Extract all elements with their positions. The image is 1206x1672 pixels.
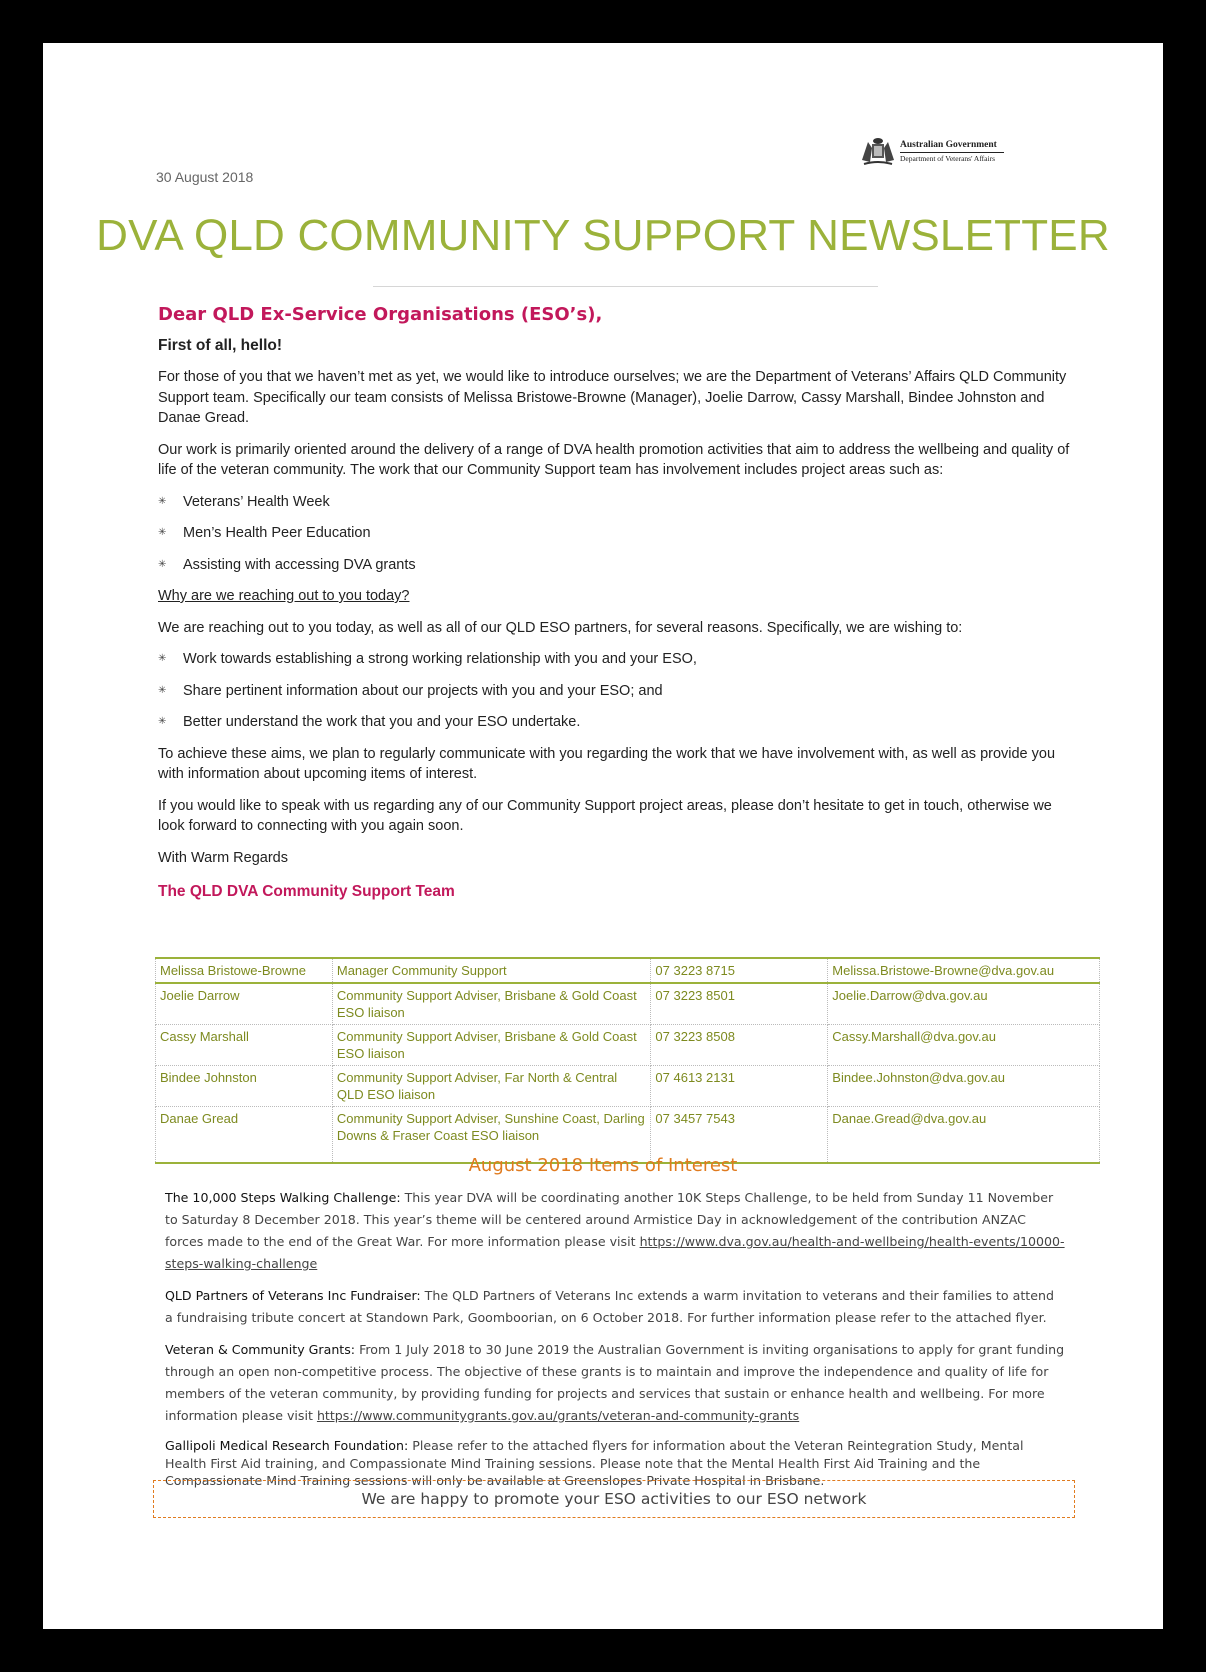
contact-name: Danae Gread <box>156 1106 333 1163</box>
contact-phone: 07 3223 8508 <box>651 1024 828 1065</box>
logo-line-1: Australian Government <box>900 140 997 150</box>
item-heading: Gallipoli Medical Research Foundation: <box>165 1438 409 1453</box>
item-heading: Veteran & Community Grants: <box>165 1342 356 1357</box>
interest-item <box>165 1187 1065 1275</box>
contact-phone: 07 3457 7543 <box>651 1106 828 1163</box>
steps-challenge-link[interactable]: https://www.dva.gov.au/health-and-wellbeing/health-events/10000-steps-walking-challenge <box>165 1234 1065 1271</box>
contact-phone: 07 3223 8501 <box>651 983 828 1025</box>
community-grants-link[interactable]: https://www.communitygrants.gov.au/grants/veteran-and-community-grants <box>316 1408 800 1423</box>
contact-role: Community Support Adviser, Brisbane & Gold Coast ESO liaison <box>332 983 651 1025</box>
newsletter-title: DVA QLD COMMUNITY SUPPORT NEWSLETTER <box>96 211 1110 260</box>
list-item: ✳ Share pertinent information about our projects with you and your ESO; and <box>158 681 1078 702</box>
bullet-icon: ✳ <box>158 527 167 538</box>
coat-of-arms-icon <box>858 136 898 168</box>
items-of-interest-heading: August 2018 Items of Interest <box>468 1155 738 1176</box>
reasons-intro: We are reaching out to you today, as well as all of our QLD ESO partners, for several reasons. Specifically, we are wishing to: <box>158 619 963 636</box>
contact-paragraph: If you would like to speak with us regarding any of our Community Support project areas, please don’t hesitate to get in touch, otherwise we look forward to connecting with you again soon. <box>158 797 1052 834</box>
contact-name: Melissa Bristowe-Browne <box>156 958 333 983</box>
interest-item <box>165 1285 1065 1329</box>
list-item: ✳ Assisting with accessing DVA grants <box>158 555 1078 576</box>
contacts-table <box>155 957 1100 1164</box>
contact-email[interactable]: Bindee.Johnston@dva.gov.au <box>828 1065 1100 1106</box>
bullet-icon: ✳ <box>158 684 167 696</box>
table-row <box>156 1065 1100 1106</box>
work-paragraph: Our work is primarily oriented around the delivery of a range of DVA health promotion activities that aim to address the wellbeing and quality of life of the veteran community. The work that our Community Support team has involvement includes project areas such as: <box>158 441 1070 478</box>
list-item: ✳ Work towards establishing a strong working relationship with you and your ESO, <box>158 649 1078 670</box>
item-text: From 1 July 2018 to 30 June 2019 the Australian Government is inviting organisations to apply for grant funding through an open non-competitive process. The objective of these grants is to maintain and improve the independence and quality of life for members of the veteran community, by providing funding for projects and services that sustain or enhance health and wellbeing. For more information please visit <box>165 1342 1065 1423</box>
contact-email[interactable]: Danae.Gread@dva.gov.au <box>828 1106 1100 1163</box>
list-item: ✳ Men’s Health Peer Education <box>158 523 1078 544</box>
bullet-icon: ✳ <box>158 653 167 664</box>
contact-email[interactable]: Melissa.Bristowe-Browne@dva.gov.au <box>828 958 1100 983</box>
item-text: This year DVA will be coordinating another 10K Steps Challenge, to be held from Sunday 11 November to Saturday 8 December 2018. This year’s theme will be centered around Armistice Day in acknowledgement of the contribution ANZAC forces made to the end of the Great War. For more information please visit <box>165 1190 1054 1249</box>
item-text: Please refer to the attached flyers for information about the Veteran Reintegration Study, Mental Health First Aid training, and Compassionate Mind Training sessions. Please note that the Mental Health First Aid Training and the Compassionate Mind Training sessions will only be available at Greenslopes Private Hospital in Brisbane. <box>165 1438 1024 1488</box>
signoff: With Warm Regards <box>158 849 288 866</box>
salutation: Dear QLD Ex-Service Organisations (ESO’s), <box>158 304 603 325</box>
team-signature: The QLD DVA Community Support Team <box>158 883 455 900</box>
newsletter-date: 30 August 2018 <box>156 169 254 185</box>
table-row <box>156 1024 1100 1065</box>
item-heading: The 10,000 Steps Walking Challenge: <box>165 1190 401 1205</box>
item-heading: QLD Partners of Veterans Inc Fundraiser: <box>165 1288 421 1303</box>
aims-paragraph: To achieve these aims, we plan to regularly communicate with you regarding the work that we have involvement with, as well as provide you with information about upcoming items of interest. <box>158 745 1056 782</box>
newsletter-page <box>43 43 1163 1629</box>
bullet-icon: ✳ <box>158 495 167 507</box>
reasons-list <box>158 649 1078 733</box>
item-text: The QLD Partners of Veterans Inc extends a warm invitation to veterans and their families to attend a fundraising tribute concert at Standown Park, Goomboorian, on 6 October 2018. For further information please refer to the attached flyer. <box>165 1288 1054 1325</box>
list-item: ✳ Better understand the work that you and your ESO undertake. <box>158 712 1078 733</box>
contact-name: Cassy Marshall <box>156 1024 333 1065</box>
why-heading: Why are we reaching out to you today? <box>158 588 410 604</box>
logo-line-2: Department of Veterans' Affairs <box>900 154 996 163</box>
contact-role: Community Support Adviser, Far North & Central QLD ESO liaison <box>332 1065 651 1106</box>
items-of-interest <box>165 1187 1065 1500</box>
table-row <box>156 983 1100 1025</box>
contact-phone: 07 3223 8715 <box>651 958 828 983</box>
intro-paragraph: For those of you that we haven’t met as yet, we would like to introduce ourselves; we are the Department of Veterans’ Affairs QLD Community Support team. Specifically our team consists of Melissa Bristowe-Browne (Manager), Joelie Darrow, Cassy Marshall, Bindee Johnston and Danae Gread. <box>158 369 1067 426</box>
contact-role: Manager Community Support <box>332 958 651 983</box>
contact-email[interactable]: Joelie.Darrow@dva.gov.au <box>828 983 1100 1025</box>
interest-item <box>165 1339 1065 1427</box>
title-divider <box>373 286 878 287</box>
contact-role: Community Support Adviser, Sunshine Coast, Darling Downs & Fraser Coast ESO liaison <box>332 1106 651 1163</box>
table-row <box>156 958 1100 983</box>
contact-phone: 07 4613 2131 <box>651 1065 828 1106</box>
logo-divider <box>900 152 1004 153</box>
contact-name: Joelie Darrow <box>156 983 333 1025</box>
letter-body <box>158 305 1078 914</box>
contact-email[interactable]: Cassy.Marshall@dva.gov.au <box>828 1024 1100 1065</box>
australian-government-logo <box>858 136 1008 168</box>
bullet-icon: ✳ <box>158 558 167 570</box>
contact-name: Bindee Johnston <box>156 1065 333 1106</box>
greeting: First of all, hello! <box>158 336 283 354</box>
promo-banner: We are happy to promote your ESO activities to our ESO network <box>153 1480 1075 1518</box>
projects-list <box>158 492 1078 576</box>
bullet-icon: ✳ <box>158 716 167 727</box>
list-item: ✳ Veterans’ Health Week <box>158 492 1078 513</box>
contact-role: Community Support Adviser, Brisbane & Gold Coast ESO liaison <box>332 1024 651 1065</box>
